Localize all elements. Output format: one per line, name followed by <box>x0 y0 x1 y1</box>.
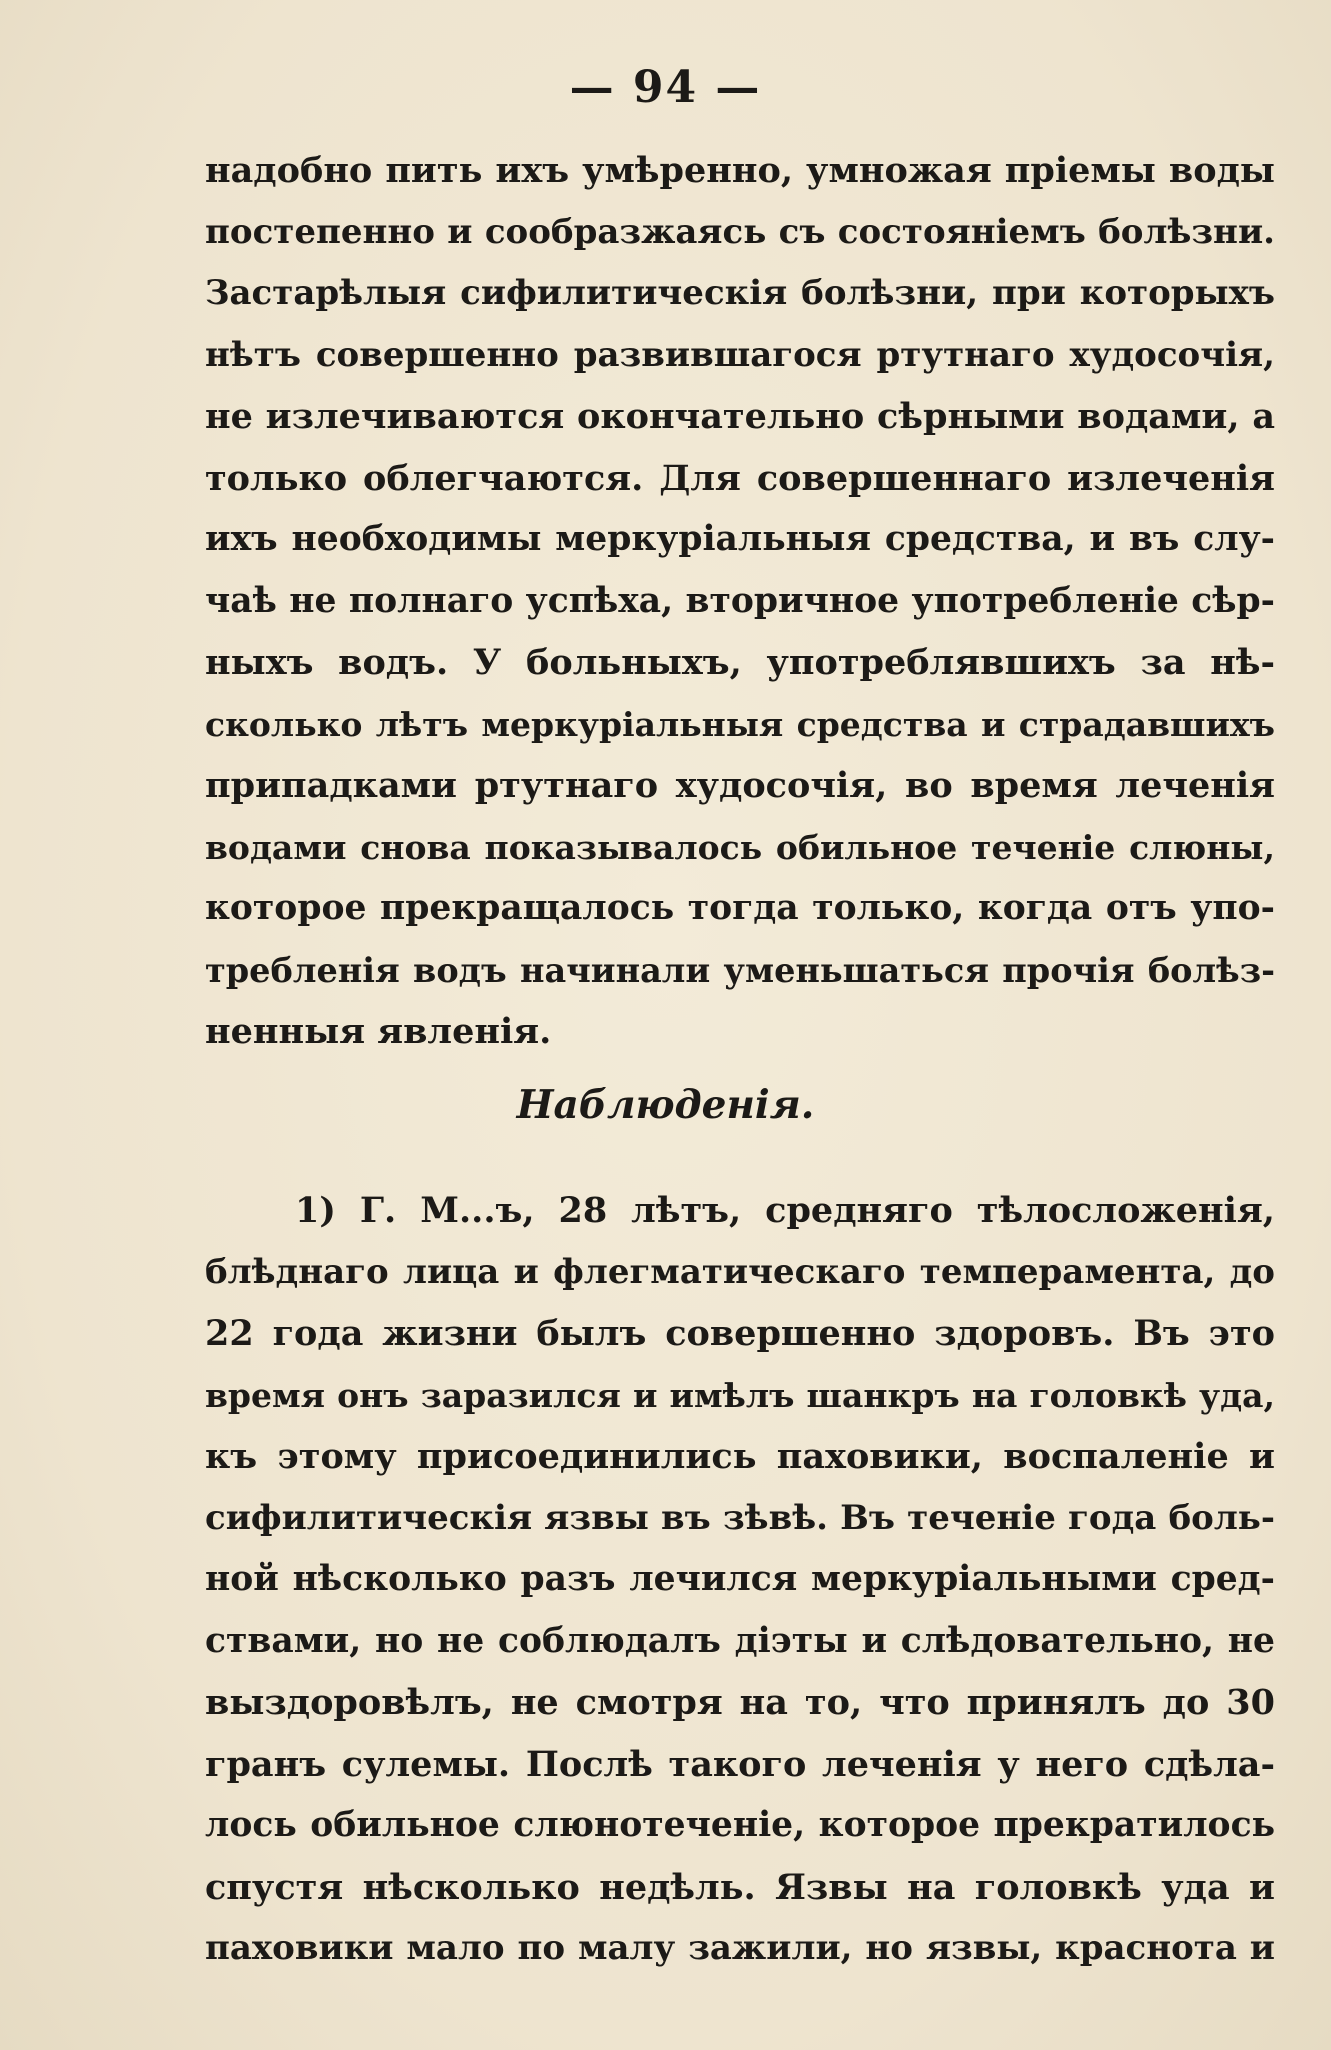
text-line: ихъ необходимы меркуріальныя средства, и въ слу- <box>205 519 1275 559</box>
text-line: не излечиваются окончательно сѣрными водами, а <box>205 396 1275 437</box>
text-line: паховики мало по малу зажили, но язвы, краснота и <box>205 1928 1275 1968</box>
text-line: спустя нѣсколько недѣль. Язвы на головкѣ уда и <box>205 1866 1275 1908</box>
text-line: гранъ сулемы. Послѣ такого леченія у него сдѣла- <box>205 1743 1275 1785</box>
text-line: лось обильное слюнотеченіе, которое прекратилось <box>205 1805 1275 1845</box>
paragraph-1 <box>205 140 1275 1063</box>
text-line: только облегчаются. Для совершеннаго излеченія <box>205 457 1275 499</box>
text-line: время онъ заразился и имѣлъ шанкръ на головкѣ уда, <box>205 1375 1275 1415</box>
text-line: блѣднаго лица и флегматическаго темперамента, до <box>205 1251 1275 1292</box>
text-line: припадками ртутнаго худосочія, во время леченія <box>205 765 1275 806</box>
text-line: которое прекращалось тогда только, когда отъ упо- <box>205 888 1275 928</box>
text-line: водами снова показывалось обильное теченіе слюны, <box>205 827 1275 867</box>
text-line: ныхъ водъ. У больныхъ, употреблявшихъ за нѣ- <box>205 642 1275 683</box>
text-line: постепенно и сообразжаясь съ состояніемъ болѣзни. <box>205 211 1275 252</box>
text-line: ной нѣсколько разъ лечился меркуріальными сред- <box>205 1559 1275 1599</box>
text-line: сифилитическія язвы въ зѣвѣ. Въ теченіе года боль- <box>205 1497 1275 1538</box>
text-line: нѣтъ совершенно развившагося ртутнаго худосочія, <box>205 334 1275 375</box>
text-line: къ этому присоединились паховики, воспаленіе и <box>205 1436 1275 1477</box>
text-line: чаѣ не полнаго успѣха, вторичное употребленіе сѣр- <box>205 580 1275 621</box>
text-line: требленія водъ начинали уменьшаться прочія болѣз- <box>205 950 1275 990</box>
section-heading: Наблюденія. <box>516 1082 815 1128</box>
paragraph-2 <box>205 1180 1275 1980</box>
text-line: 1) Г. М...ъ, 28 лѣтъ, средняго тѣлосложенія, <box>295 1190 1275 1231</box>
text-line: ненныя явленія. <box>205 1011 552 1052</box>
text-line: 22 года жизни былъ совершенно здоровъ. Въ это <box>205 1313 1275 1354</box>
text-line: ствами, но не соблюдалъ діэты и слѣдовательно, не <box>205 1620 1275 1661</box>
text-line: сколько лѣтъ меркуріальныя средства и страдавшихъ <box>205 704 1275 744</box>
text-line: надобно пить ихъ умѣренно, умножая пріемы воды <box>205 150 1275 191</box>
text-line: выздоровѣлъ, не смотря на то, что принялъ до 30 <box>205 1682 1275 1723</box>
page-number: — 94 — <box>569 62 762 113</box>
text-line: Застарѣлыя сифилитическія болѣзни, при которыхъ <box>205 273 1275 313</box>
